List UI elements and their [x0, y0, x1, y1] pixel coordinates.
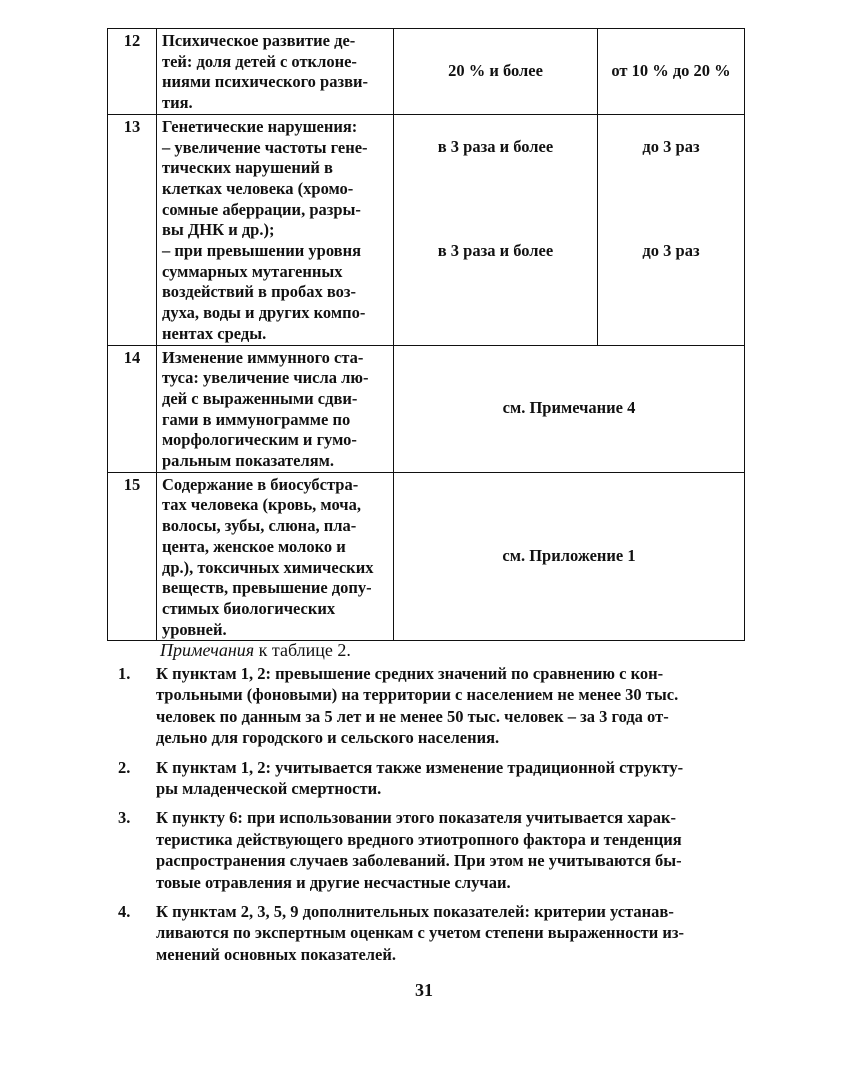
- criterion-mutagenic: до 3 раз: [642, 240, 700, 260]
- indicator-line: тических нарушений в: [162, 158, 333, 178]
- notes-heading-italic: Примечания: [160, 640, 255, 660]
- table-row: [108, 29, 745, 115]
- merged-criterion: см. Приложение 1: [394, 472, 745, 641]
- indicator-cell: [157, 345, 394, 472]
- row-number: 12: [108, 29, 157, 115]
- indicator-cell: [157, 29, 394, 115]
- indicator-line: сомные аберрации, разры-: [162, 199, 361, 219]
- table-row: [108, 472, 745, 641]
- indicator-line: туса: увеличение числа лю-: [162, 368, 369, 388]
- indicator-line: духа, воды и других компо-: [162, 303, 366, 323]
- note-number: 3.: [118, 808, 131, 828]
- merged-criterion: см. Примечание 4: [394, 345, 745, 472]
- criterion-high: [394, 114, 598, 345]
- criteria-table: [107, 28, 745, 641]
- note-line: К пунктам 1, 2: учитывается также изменение традиционной структу-: [156, 757, 684, 777]
- page-number: 31: [415, 980, 433, 1000]
- note-number: 1.: [118, 664, 131, 683]
- list-item: [110, 901, 745, 965]
- indicator-line: тия.: [162, 93, 193, 113]
- indicator-line: ральным показателям.: [162, 451, 335, 471]
- note-line: менений основных показателей.: [156, 944, 396, 964]
- criterion-genetic: до 3 раз: [642, 136, 700, 156]
- indicator-line: Генетические нарушения:: [162, 116, 358, 136]
- row-number: 14: [108, 345, 157, 472]
- indicator-line: Изменение иммунного ста-: [162, 347, 364, 367]
- indicator-cell: [157, 114, 394, 345]
- indicator-line: – увеличение частоты гене-: [162, 137, 368, 157]
- indicator-line: Содержание в биосубстра-: [162, 474, 359, 494]
- indicator-line: гами в иммунограмме по: [162, 409, 351, 429]
- note-line: человек по данным за 5 лет и не менее 50 тыс. человек – за 3 года от-: [156, 706, 669, 726]
- note-line: теристика действующего вредного этиотропного фактора и тенденция: [156, 829, 682, 849]
- note-line: К пунктам 1, 2: превышение средних значений по сравнению с кон-: [156, 664, 664, 683]
- indicator-line: дей с выраженными сдви-: [162, 388, 358, 408]
- indicator-line: стимых биологических: [162, 598, 336, 618]
- note-line: дельно для городского и сельского населения.: [156, 728, 500, 748]
- note-line: распространения случаев заболеваний. При этом не учитываются бы-: [156, 851, 682, 871]
- indicator-line: веществ, превышение допу-: [162, 578, 372, 598]
- indicator-line: тей: доля детей с отклоне-: [162, 51, 357, 71]
- indicator-line: цента, женское молоко и: [162, 536, 346, 556]
- criterion-moderate: [598, 114, 745, 345]
- notes-heading-rest: к таблице 2.: [254, 640, 351, 660]
- row-number: 15: [108, 472, 157, 641]
- indicator-line: нентах среды.: [162, 323, 267, 343]
- criterion-high: 20 % и более: [394, 29, 598, 115]
- notes-list: [110, 663, 745, 973]
- note-number: 2.: [118, 757, 131, 777]
- table-row: [108, 114, 745, 345]
- note-line: товые отравления и другие несчастные случаи.: [156, 872, 511, 892]
- indicator-cell: [157, 472, 394, 641]
- list-item: [110, 807, 745, 893]
- list-item: [110, 757, 745, 800]
- note-line: ры младенческой смертности.: [156, 779, 382, 799]
- indicator-line: воздействий в пробах воз-: [162, 282, 357, 302]
- indicator-line: Психическое развитие де-: [162, 31, 356, 50]
- indicator-line: тах человека (кровь, моча,: [162, 495, 361, 515]
- list-item: [110, 663, 745, 749]
- note-line: К пунктам 2, 3, 5, 9 дополнительных показателей: критерии устанав-: [156, 902, 674, 922]
- note-line: К пункту 6: при использовании этого показателя учитывается харак-: [156, 808, 676, 828]
- criterion-moderate: от 10 % до 20 %: [598, 29, 745, 115]
- indicator-line: – при превышении уровня: [162, 241, 361, 261]
- row-number: 13: [108, 114, 157, 345]
- indicator-line: ниями психического разви-: [162, 72, 369, 92]
- indicator-line: др.), токсичных химических: [162, 557, 374, 577]
- indicator-line: морфологическим и гумо-: [162, 430, 357, 450]
- table-row: [108, 345, 745, 472]
- note-line: ливаются по экспертным оценкам с учетом степени выраженности из-: [156, 923, 685, 943]
- criterion-mutagenic: в 3 раза и более: [437, 240, 554, 260]
- note-line: трольными (фоновыми) на территории с населением не менее 30 тыс.: [156, 685, 679, 705]
- indicator-line: вы ДНК и др.);: [162, 220, 275, 240]
- indicator-line: клетках человека (хромо-: [162, 178, 354, 198]
- criterion-genetic: в 3 раза и более: [437, 136, 554, 156]
- indicator-line: уровней.: [162, 619, 227, 639]
- note-number: 4.: [118, 902, 131, 922]
- indicator-line: волосы, зубы, слюна, пла-: [162, 516, 357, 536]
- notes-heading: [160, 640, 351, 661]
- indicator-line: суммарных мутагенных: [162, 261, 343, 281]
